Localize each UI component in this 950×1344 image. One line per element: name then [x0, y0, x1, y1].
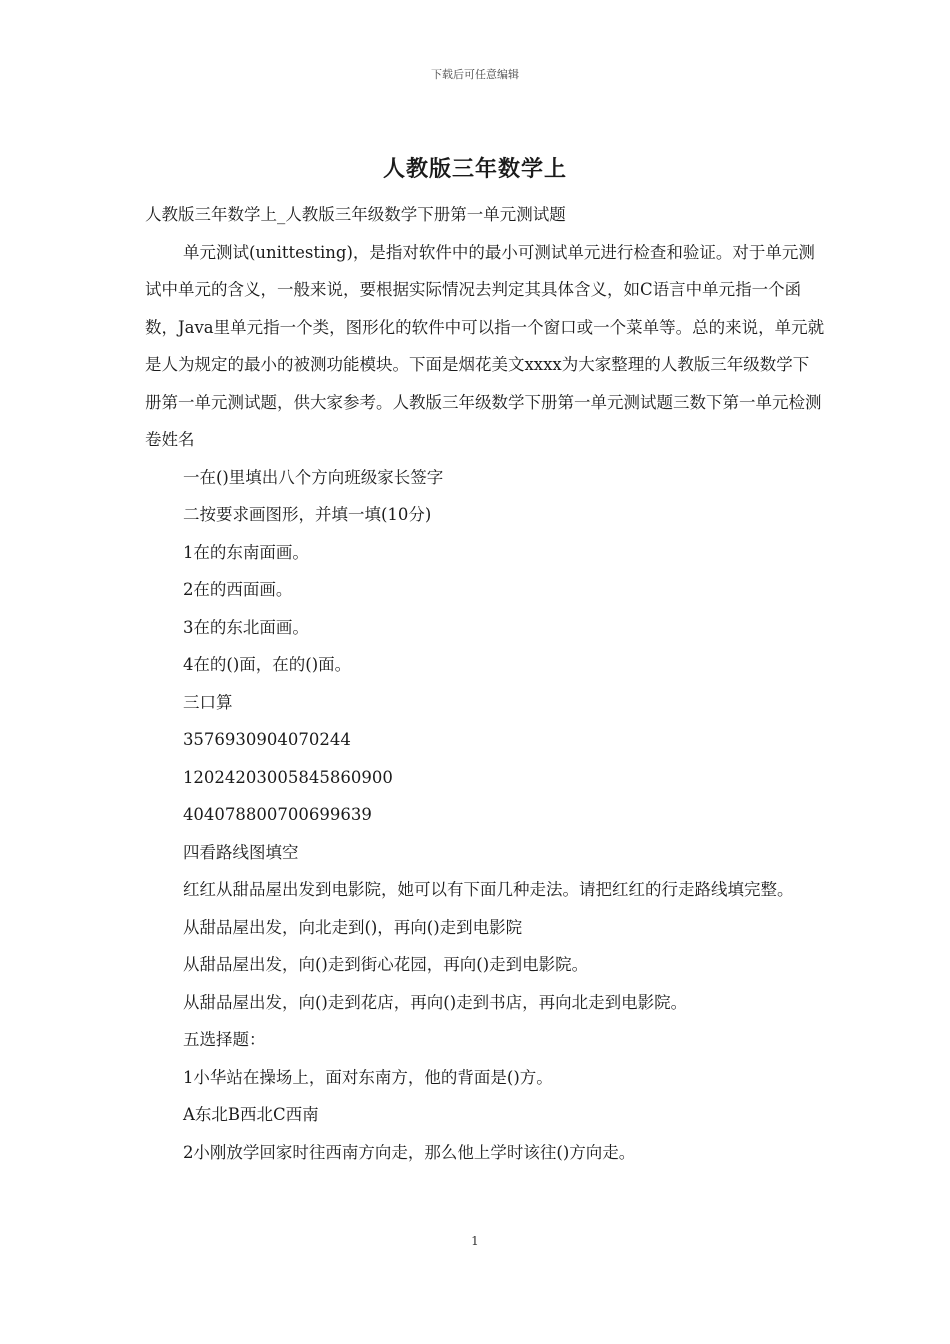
question-3: 三口算 [182, 692, 233, 712]
intro-paragraph: 单元测试(unittesting)，是指对软件中的最小可测试单元进行检查和验证。对于单元测试中单元的含义，一般来说，要根据实际情况去判定其具体含义，如C语言中单元指一个函数，Java里单元指一个类，图形化的软件中可以指一个窗口或一个菜单等。总的来说，单元就是人为规定的最小的被测功能模块。下面是烟花美文xxxx为大家整理的人教版三年级数学下册第一单元测试题，供大家参考。人教版三年级数学下册第一单元测试题三数下第一单元检测卷姓名 [145, 242, 825, 449]
question-1: 一在()里填出八个方向班级家长签字 [182, 467, 444, 487]
question-3-row-3: 404078800700699639 [182, 805, 372, 824]
question-5-item-2: 2小刚放学回家时往西南方向走，那么他上学时该往()方向走。 [182, 1142, 636, 1162]
question-4-description: 红红从甜品屋出发到电影院，她可以有下面几种走法。请把红红的行走路线填完整。 [182, 880, 794, 899]
question-3-row-1: 3576930904070244 [182, 730, 351, 749]
subtitle-paragraph: 人教版三年数学上_人教版三年级数学下册第一单元测试题 [145, 205, 566, 224]
question-4: 四看路线图填空 [182, 842, 299, 862]
question-2-item-1: 1在的东南面画。 [182, 542, 309, 562]
question-4-item-3: 从甜品屋出发，向()走到花店，再向()走到书店，再向北走到电影院。 [182, 992, 688, 1012]
page-number: 1 [471, 1234, 479, 1248]
question-2-item-2: 2在的西面画。 [182, 580, 293, 599]
question-5-item-1: 1小华站在操场上，面对东南方，他的背面是()方。 [182, 1067, 553, 1087]
question-4-item-1: 从甜品屋出发，向北走到()，再向()走到电影院 [182, 917, 523, 937]
question-5-item-1-options: A东北B西北C西南 [182, 1105, 319, 1124]
document-title: 人教版三年数学上 [382, 156, 567, 182]
document-body [145, 196, 825, 1171]
question-5: 五选择题： [182, 1030, 266, 1049]
page-header: 下载后可任意编辑 [431, 68, 519, 81]
question-2-item-4: 4在的()面，在的()面。 [182, 655, 352, 674]
question-3-row-2: 12024203005845860900 [182, 767, 393, 787]
question-2-item-3: 3在的东北面画。 [182, 617, 309, 637]
question-4-item-2: 从甜品屋出发，向()走到街心花园，再向()走到电影院。 [182, 955, 589, 974]
question-2: 二按要求画图形，并填一填(10分) [182, 505, 432, 524]
